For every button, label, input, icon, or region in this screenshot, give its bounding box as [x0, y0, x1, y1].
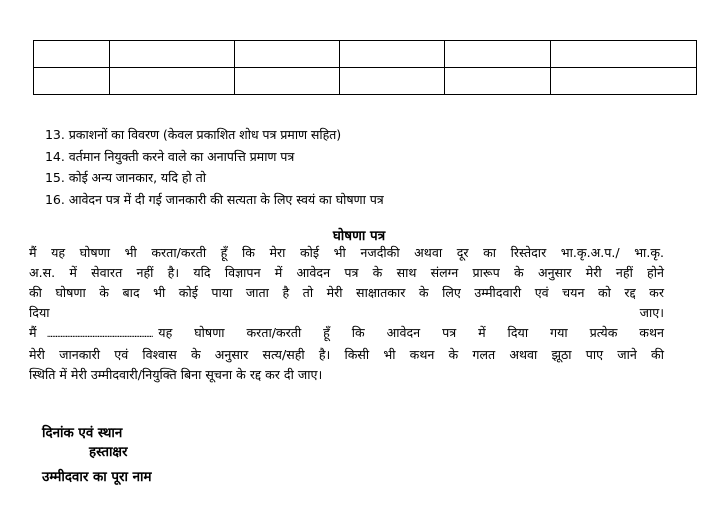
list-item [45, 189, 384, 211]
declaration-title: घोषणा पत्र [332, 228, 386, 244]
declaration-line [29, 323, 664, 345]
table-cell [551, 68, 697, 95]
declaration-line: मैं यह घोषणा भी करता/करती हूँ कि मेरा कोई भी नजदीकी अथवा दूर का रिस्तेदार भा.कृ.अ.प./ भा.कृ. [29, 245, 664, 260]
table-cell [34, 68, 110, 95]
table-cell [235, 41, 340, 68]
name-blank-line: ............................................................... [46, 329, 153, 340]
declaration-line-start: मैं [29, 325, 37, 340]
list-item-text: आवेदन पत्र में दी गई जानकारी की सत्यता के लिए स्वयं का घोषणा पत्र [68, 191, 384, 207]
declaration-body [29, 243, 664, 385]
table-cell [235, 68, 340, 95]
list-item [45, 167, 384, 189]
declaration-line: स्थिति में मेरी उम्मीदवारी/नियुक्ति बिना सूचना के रद्द कर दी जाए। [29, 367, 323, 382]
table-cell [110, 68, 235, 95]
declaration-line-left: दिया [29, 305, 50, 320]
list-item-number: 15. [45, 170, 65, 185]
declaration-line [29, 303, 664, 323]
list-item-text: कोई अन्य जानकार, यदि हो तो [68, 170, 206, 185]
list-item-number: 14. [45, 148, 65, 164]
table-cell [110, 41, 235, 68]
declaration-line: अ.स. में सेवारत नहीं है। यदि विज्ञापन में आवेदन पत्र के साथ संलग्न प्रारूप के अनुसार मेरी नहीं होने [29, 265, 664, 280]
date-place-label: दिनांक एवं स्थान [42, 426, 123, 441]
table-row [34, 68, 697, 95]
signature-label: हस्ताक्षर [89, 445, 128, 460]
table-cell [445, 68, 551, 95]
attachment-list [45, 124, 384, 210]
declaration-line: मेरी जानकारी एवं विश्वास के अनुसार सत्य/सही है। किसी भी कथन के गलत अथवा झूठा पाए जाने की [29, 347, 664, 362]
list-item-number: 16. [45, 191, 65, 207]
table-cell [445, 41, 551, 68]
list-item [45, 146, 384, 168]
table-cell [551, 41, 697, 68]
list-item-text: प्रकाशनों का विवरण (केवल प्रकाशित शोध पत्र प्रमाण सहित) [68, 127, 342, 142]
declaration-line-rest: यह घोषणा करता/करती हूँ कि आवेदन पत्र में दिया गया प्रत्येक कथन [158, 325, 664, 340]
declaration-line-right: जाए। [639, 305, 664, 320]
declaration-line: की घोषणा के बाद भी कोई पाया जाता है तो मेरी साक्षातकार के लिए उम्मीदवारी एवं चयन को रद्द कर [29, 285, 664, 300]
table-cell [34, 41, 110, 68]
list-item-text: वर्तमान नियुक्ती करने वाले का अनापत्ति प्रमाण पत्र [68, 148, 295, 164]
full-name-label: उम्मीदवार का पूरा नाम [42, 470, 152, 485]
blank-table [33, 40, 697, 95]
list-item-number: 13. [45, 127, 65, 142]
declaration-paragraph-2 [29, 323, 664, 385]
declaration-paragraph-1 [29, 243, 664, 323]
table-cell [340, 68, 445, 95]
list-item [45, 124, 384, 146]
table-cell [340, 41, 445, 68]
table-row [34, 41, 697, 68]
